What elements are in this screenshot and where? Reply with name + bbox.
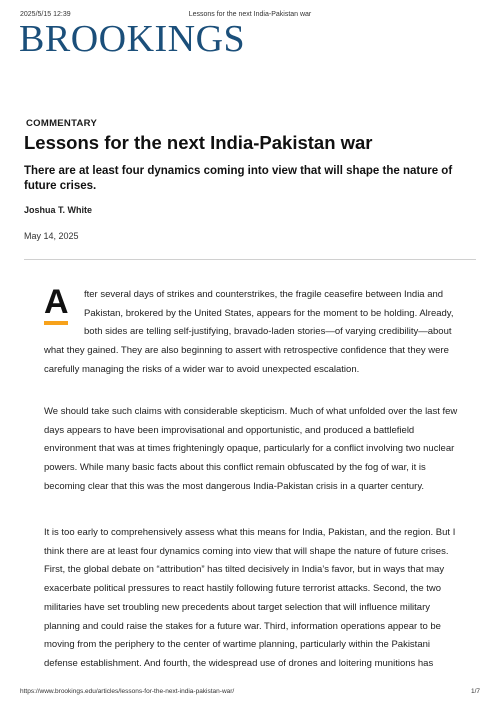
publish-date: May 14, 2025 [24,231,79,241]
article-subtitle: There are at least four dynamics coming into view that will shape the nature of future crises. [24,165,453,192]
author-link[interactable]: Joshua T. White [24,205,93,215]
brookings-logo[interactable]: BROOKINGS [19,18,246,60]
divider [24,259,476,260]
print-url: https://www.brookings.edu/articles/lessons-for-the-next-india-pakistan-war/ [20,688,235,695]
dropcap [44,283,80,340]
page-number: 1/7 [470,688,480,695]
dropcap-letter: A [44,283,69,321]
print-footer [20,688,480,698]
article-paragraph-2: We should take such claims with considerable skepticism. Much of what unfolded over the last few days appears to have been improvisational and opportunistic, and produced a battlefield environment that was at times frighteningly opaque, particularly for a conflict involving two nuclear powers. While many basic facts about this conflict remain obfuscated by the fog of war, it is becoming clear that this was the most dangerous India-Pakistan crisis in a quarter century. [44,406,458,492]
article-title: Lessons for the next India-Pakistan war [24,132,373,153]
article-paragraph-1 [44,283,460,380]
article-kicker: COMMENTARY [26,118,98,129]
dropcap-accent-bar [44,321,68,325]
print-page-title: Lessons for the next India-Pakistan war [188,11,312,18]
paragraph-1-text: fter several days of strikes and counterstrikes, the fragile ceasefire between India and Pakistan, brokered by the United States, appears for the moment to be holding. Already, both sides are telling self-justifying, bravado-laden stories—of varying credibility—about what they gained. They are also beginning to assert with retrospective confidence that they were carefully managing the risks of a wider war to avoid unexpected escalation. [44,289,454,375]
print-timestamp: 2025/5/15 12:39 [20,11,71,18]
article-paragraph-3: It is too early to comprehensively assess what this means for India, Pakistan, and the region. But I think there are at least four dynamics coming into view that will shape the nature of future crises. First, the global debate on “attribution” has tilted decisively in India’s favor, but in ways that may exacerbate political pressures to react hastily following future terrorist attacks. Second, the two militaries have set troubling new precedents about target selection that will influence military planning and could raise the stakes for a future war. Third, information operations appear to be moving from the periphery to the center of wartime planning, particularly within the Pakistani defense establishment. And fourth, the widespread use of drones and loitering munitions has [44,527,456,669]
